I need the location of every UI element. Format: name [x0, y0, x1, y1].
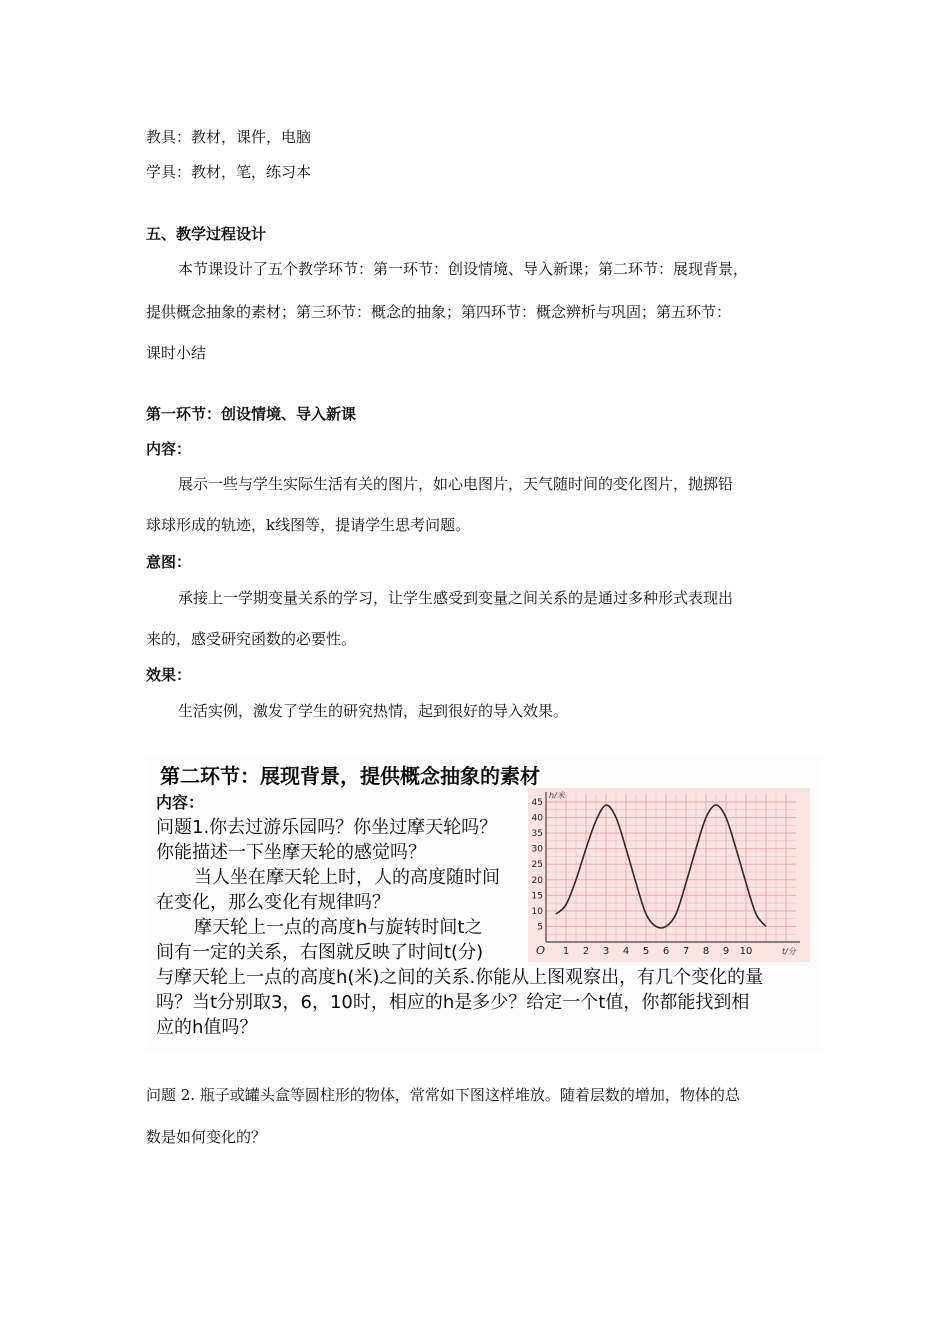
- image-text-line: 与摩天轮上一点的高度h(米)之间的关系.你能从上图观察出，有几个变化的量: [156, 967, 764, 988]
- x-tick-label: 3: [602, 946, 610, 957]
- image-text-line: 问题1.你去过游乐园吗？你坐过摩天轮吗？: [156, 817, 498, 838]
- paragraph-line: 展示一些与学生实际生活有关的图片，如心电图片，天气随时间的变化图片，抛掷铅: [178, 475, 734, 493]
- y-tick-label: 5: [537, 922, 543, 933]
- x-tick-label: 2: [582, 946, 590, 957]
- y-tick-label: 40: [531, 813, 543, 824]
- x-axis-label: t/分: [782, 947, 796, 956]
- paragraph-line: 球球形成的轨迹，k线图等，提请学生思考问题。: [146, 516, 471, 534]
- y-tick-label: 45: [531, 798, 543, 808]
- height-curve-line: [556, 805, 766, 928]
- paragraph-line: 课时小结: [146, 344, 207, 362]
- teaching-tools-line: 教具：教材，课件，电脑: [146, 128, 312, 146]
- y-tick-label: 25: [531, 860, 543, 871]
- effect-label: 效果：: [146, 666, 192, 684]
- paragraph-line: 承接上一学期变量关系的学习，让学生感受到变量之间关系的是通过多种形式表现出: [178, 589, 734, 607]
- ferris-wheel-height-chart: [528, 788, 810, 962]
- image-title: 第二环节：展现背景，提供概念抽象的素材: [160, 764, 540, 788]
- question-2-line: 数是如何变化的？: [146, 1128, 267, 1146]
- image-text-line: 当人坐在摩天轮上时，人的高度随时间: [194, 867, 500, 888]
- x-tick-label: 8: [702, 946, 710, 957]
- origin-label: O: [536, 944, 546, 957]
- question-2-line: 问题 2. 瓶子或罐头盒等圆柱形的物体，常常如下图这样堆放。随着层数的增加，物体的总: [146, 1086, 740, 1104]
- y-tick-label: 15: [531, 891, 543, 902]
- paragraph-line: 生活实例，激发了学生的研究热情，起到很好的导入效果。: [178, 702, 569, 720]
- image-text-line: 你能描述一下坐摩天轮的感觉吗？: [156, 842, 426, 863]
- y-tick-label: 10: [531, 906, 543, 917]
- x-tick-label: 4: [622, 946, 630, 957]
- paragraph-line: 本节课设计了五个教学环节：第一环节：创设情境、导入新课；第二环节：展现背景，: [178, 260, 749, 278]
- image-content-label: 内容：: [156, 793, 205, 812]
- image-text-line: 在变化，那么变化有规律吗？: [156, 892, 390, 913]
- section-heading: 五、教学过程设计: [146, 225, 267, 243]
- paragraph-line: 提供概念抽象的素材；第三环节：概念的抽象；第四环节：概念辨析与巩固；第五环节：: [146, 303, 732, 321]
- x-tick-label: 6: [662, 946, 670, 957]
- y-axis-label: h/米: [549, 791, 565, 800]
- paragraph-line: 来的，感受研究函数的必要性。: [146, 630, 357, 648]
- y-tick-label: 35: [531, 829, 543, 840]
- image-text-line: 间有一定的关系，右图就反映了时间t(分): [156, 942, 484, 963]
- image-text-line: 应的h值吗？: [156, 1017, 258, 1038]
- image-text-line: 摩天轮上一点的高度h与旋转时间t之: [194, 917, 483, 938]
- x-tick-label: 5: [642, 946, 650, 957]
- y-tick-label: 20: [531, 875, 543, 886]
- learning-tools-line: 学具：教材，笔，练习本: [146, 163, 312, 181]
- y-tick-label: 30: [531, 844, 543, 855]
- intent-label: 意图：: [146, 553, 192, 571]
- x-tick-label: 9: [722, 946, 730, 957]
- stage-heading: 第一环节：创设情境、导入新课: [146, 405, 357, 423]
- content-label: 内容：: [146, 440, 192, 458]
- x-tick-label: 1: [562, 946, 570, 957]
- x-tick-label: 7: [682, 946, 690, 957]
- embedded-textbook-image: [146, 756, 822, 1052]
- image-text-line: 吗？当t分别取3，6，10时，相应的h是多少？给定一个t值，你都能找到相: [156, 992, 750, 1013]
- x-tick-label: 10: [739, 946, 753, 957]
- chart-svg: [528, 788, 810, 962]
